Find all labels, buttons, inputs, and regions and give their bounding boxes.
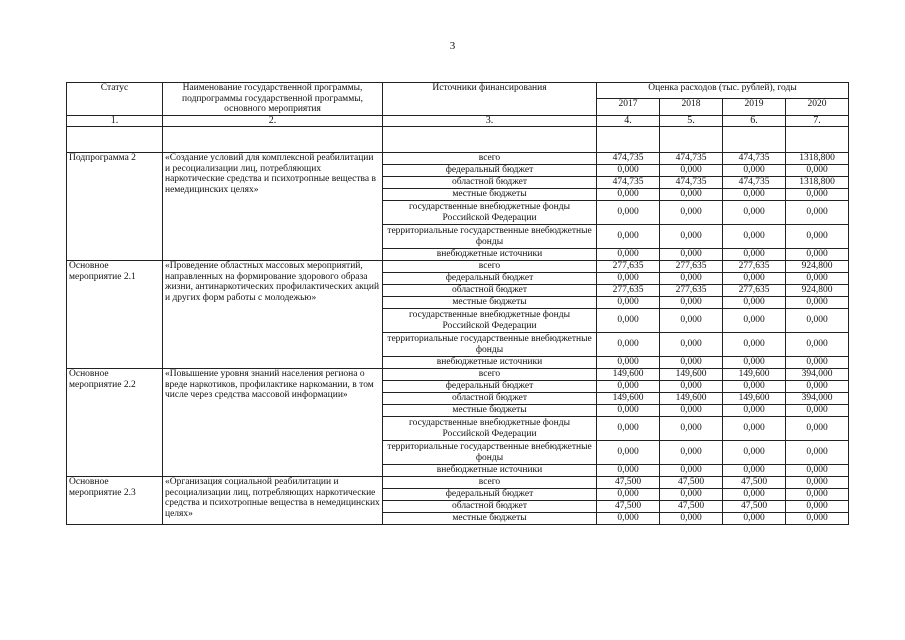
expense-value-2019: 149,600	[723, 369, 786, 381]
expense-value-2017: 0,000	[597, 201, 660, 225]
column-number: 2.	[163, 115, 383, 127]
table-row	[67, 369, 849, 381]
funding-source: всего	[383, 261, 597, 273]
column-number: 7.	[786, 115, 849, 127]
column-number: 3.	[383, 115, 597, 127]
expense-value-2020: 0,000	[786, 165, 849, 177]
expense-value-2020: 0,000	[786, 297, 849, 309]
column-numbers-row	[67, 115, 849, 127]
funding-source: всего	[383, 477, 597, 489]
funding-source: территориальные государственные внебюджетные фонды	[383, 441, 597, 465]
funding-source: территориальные государственные внебюджетные фонды	[383, 225, 597, 249]
expense-value-2019: 0,000	[723, 225, 786, 249]
expense-value-2019: 0,000	[723, 441, 786, 465]
expense-value-2020: 0,000	[786, 405, 849, 417]
expense-value-2018: 0,000	[660, 165, 723, 177]
expense-value-2019: 0,000	[723, 273, 786, 285]
row-program-name: «Организация социальной реабилитации и ресоциализации лиц, потребляющих наркотические средства и психотропные вещества в немедицинских целях»	[163, 477, 383, 525]
row-program-name: «Создание условий для комплексной реабилитации и ресоциализации лиц, потребляющих наркотические средства и психотропные вещества в немедицинских целях»	[163, 153, 383, 261]
expense-value-2018: 0,000	[660, 489, 723, 501]
expense-value-2020: 0,000	[786, 249, 849, 261]
expense-value-2018: 474,735	[660, 153, 723, 165]
funding-source: местные бюджеты	[383, 405, 597, 417]
expense-value-2019: 0,000	[723, 333, 786, 357]
expense-value-2020: 0,000	[786, 357, 849, 369]
expense-value-2019: 474,735	[723, 153, 786, 165]
expense-value-2017: 0,000	[597, 333, 660, 357]
funding-source: федеральный бюджет	[383, 273, 597, 285]
funding-source: внебюджетные источники	[383, 357, 597, 369]
expense-value-2017: 0,000	[597, 381, 660, 393]
expense-value-2018: 0,000	[660, 381, 723, 393]
expense-value-2020: 1318,800	[786, 153, 849, 165]
expense-value-2017: 149,600	[597, 369, 660, 381]
expense-value-2019: 0,000	[723, 249, 786, 261]
expense-value-2020: 394,000	[786, 369, 849, 381]
funding-source: государственные внебюджетные фонды Российской Федерации	[383, 201, 597, 225]
header-year: 2020	[786, 99, 849, 115]
funding-source: областной бюджет	[383, 285, 597, 297]
expense-value-2020: 0,000	[786, 309, 849, 333]
expense-value-2018: 0,000	[660, 357, 723, 369]
row-status: Основное мероприятие 2.3	[67, 477, 163, 525]
expense-value-2017: 0,000	[597, 417, 660, 441]
expense-value-2018: 0,000	[660, 465, 723, 477]
header-status: Статус	[67, 83, 163, 116]
table-row	[67, 477, 849, 489]
expense-value-2020: 1318,800	[786, 177, 849, 189]
page-number: 3	[449, 40, 456, 52]
column-number: 4.	[597, 115, 660, 127]
expense-value-2019: 0,000	[723, 489, 786, 501]
expense-value-2019: 0,000	[723, 297, 786, 309]
expense-value-2017: 277,635	[597, 285, 660, 297]
expense-value-2020: 924,800	[786, 285, 849, 297]
spacer-row	[67, 127, 849, 153]
expense-value-2019: 0,000	[723, 189, 786, 201]
expense-value-2018: 0,000	[660, 249, 723, 261]
expense-value-2020: 924,800	[786, 261, 849, 273]
expense-value-2019: 0,000	[723, 309, 786, 333]
expense-value-2019: 47,500	[723, 477, 786, 489]
funding-source: государственные внебюджетные фонды Российской Федерации	[383, 309, 597, 333]
expense-value-2017: 0,000	[597, 165, 660, 177]
expense-value-2020: 0,000	[786, 273, 849, 285]
expense-value-2020: 394,000	[786, 393, 849, 405]
funding-source: внебюджетные источники	[383, 249, 597, 261]
expense-value-2017: 474,735	[597, 153, 660, 165]
expense-value-2018: 47,500	[660, 501, 723, 513]
column-number: 6.	[723, 115, 786, 127]
expense-value-2018: 474,735	[660, 177, 723, 189]
expense-value-2018: 0,000	[660, 513, 723, 525]
funding-source: федеральный бюджет	[383, 489, 597, 501]
budget-table	[66, 82, 849, 525]
row-program-name: «Проведение областных массовых мероприятий, направленных на формирование здорового образа жизни, антинаркотических профилактических акций и других форм работы с молодежью»	[163, 261, 383, 369]
expense-value-2018: 149,600	[660, 369, 723, 381]
header-sources: Источники финансирования	[383, 83, 597, 116]
expense-value-2017: 0,000	[597, 513, 660, 525]
funding-source: местные бюджеты	[383, 297, 597, 309]
expense-value-2020: 0,000	[786, 477, 849, 489]
expense-value-2018: 0,000	[660, 405, 723, 417]
expense-value-2018: 0,000	[660, 309, 723, 333]
expense-value-2019: 277,635	[723, 285, 786, 297]
expense-value-2017: 47,500	[597, 501, 660, 513]
expense-value-2018: 47,500	[660, 477, 723, 489]
expense-value-2017: 0,000	[597, 189, 660, 201]
funding-source: федеральный бюджет	[383, 381, 597, 393]
expense-value-2018: 0,000	[660, 417, 723, 441]
expense-value-2017: 0,000	[597, 357, 660, 369]
expense-value-2020: 0,000	[786, 189, 849, 201]
expense-value-2019: 0,000	[723, 381, 786, 393]
expense-value-2017: 0,000	[597, 309, 660, 333]
expense-value-2019: 47,500	[723, 501, 786, 513]
table-row	[67, 153, 849, 165]
funding-source: всего	[383, 153, 597, 165]
header-year: 2017	[597, 99, 660, 115]
expense-value-2020: 0,000	[786, 441, 849, 465]
expense-value-2017: 0,000	[597, 405, 660, 417]
funding-source: всего	[383, 369, 597, 381]
expense-value-2018: 0,000	[660, 225, 723, 249]
expense-value-2018: 0,000	[660, 441, 723, 465]
funding-source: федеральный бюджет	[383, 165, 597, 177]
table-body	[67, 153, 849, 525]
funding-source: областной бюджет	[383, 177, 597, 189]
table-row	[67, 261, 849, 273]
expense-value-2019: 0,000	[723, 201, 786, 225]
expense-value-2018: 0,000	[660, 273, 723, 285]
expense-value-2019: 0,000	[723, 465, 786, 477]
funding-source: областной бюджет	[383, 393, 597, 405]
expense-value-2017: 149,600	[597, 393, 660, 405]
expense-value-2018: 277,635	[660, 261, 723, 273]
row-status: Основное мероприятие 2.1	[67, 261, 163, 369]
expense-value-2018: 0,000	[660, 333, 723, 357]
expense-value-2019: 0,000	[723, 405, 786, 417]
expense-value-2020: 0,000	[786, 333, 849, 357]
funding-source: областной бюджет	[383, 501, 597, 513]
funding-source: местные бюджеты	[383, 513, 597, 525]
expense-value-2017: 0,000	[597, 273, 660, 285]
expense-value-2019: 149,600	[723, 393, 786, 405]
expense-value-2017: 474,735	[597, 177, 660, 189]
row-status: Основное мероприятие 2.2	[67, 369, 163, 477]
expense-value-2019: 474,735	[723, 177, 786, 189]
row-program-name: «Повышение уровня знаний населения региона о вреде наркотиков, профилактике наркомании, в том числе через средства массовой информации»	[163, 369, 383, 477]
expense-value-2020: 0,000	[786, 417, 849, 441]
expense-value-2019: 0,000	[723, 357, 786, 369]
funding-source: государственные внебюджетные фонды Российской Федерации	[383, 417, 597, 441]
expense-value-2017: 47,500	[597, 477, 660, 489]
header-year: 2019	[723, 99, 786, 115]
funding-source: территориальные государственные внебюджетные фонды	[383, 333, 597, 357]
expense-value-2020: 0,000	[786, 225, 849, 249]
expense-value-2017: 0,000	[597, 465, 660, 477]
expense-value-2019: 0,000	[723, 417, 786, 441]
header-estimate: Оценка расходов (тыс. рублей), годы	[597, 83, 849, 99]
funding-source: местные бюджеты	[383, 189, 597, 201]
header-name: Наименование государственной программы, подпрограммы государственной программы, основного мероприятия	[163, 83, 383, 116]
expense-value-2017: 0,000	[597, 249, 660, 261]
expense-value-2017: 0,000	[597, 441, 660, 465]
column-number: 5.	[660, 115, 723, 127]
expense-value-2018: 0,000	[660, 201, 723, 225]
expense-value-2017: 277,635	[597, 261, 660, 273]
expense-value-2017: 0,000	[597, 489, 660, 501]
expense-value-2020: 0,000	[786, 381, 849, 393]
column-number: 1.	[67, 115, 163, 127]
expense-value-2020: 0,000	[786, 489, 849, 501]
expense-value-2017: 0,000	[597, 297, 660, 309]
expense-value-2018: 277,635	[660, 285, 723, 297]
expense-value-2020: 0,000	[786, 465, 849, 477]
expense-value-2017: 0,000	[597, 225, 660, 249]
expense-value-2020: 0,000	[786, 501, 849, 513]
expense-value-2019: 277,635	[723, 261, 786, 273]
expense-value-2019: 0,000	[723, 513, 786, 525]
row-status: Подпрограмма 2	[67, 153, 163, 261]
expense-value-2019: 0,000	[723, 165, 786, 177]
funding-source: внебюджетные источники	[383, 465, 597, 477]
header-year: 2018	[660, 99, 723, 115]
expense-value-2018: 0,000	[660, 297, 723, 309]
expense-value-2020: 0,000	[786, 513, 849, 525]
expense-value-2018: 149,600	[660, 393, 723, 405]
expense-value-2020: 0,000	[786, 201, 849, 225]
expense-value-2018: 0,000	[660, 189, 723, 201]
